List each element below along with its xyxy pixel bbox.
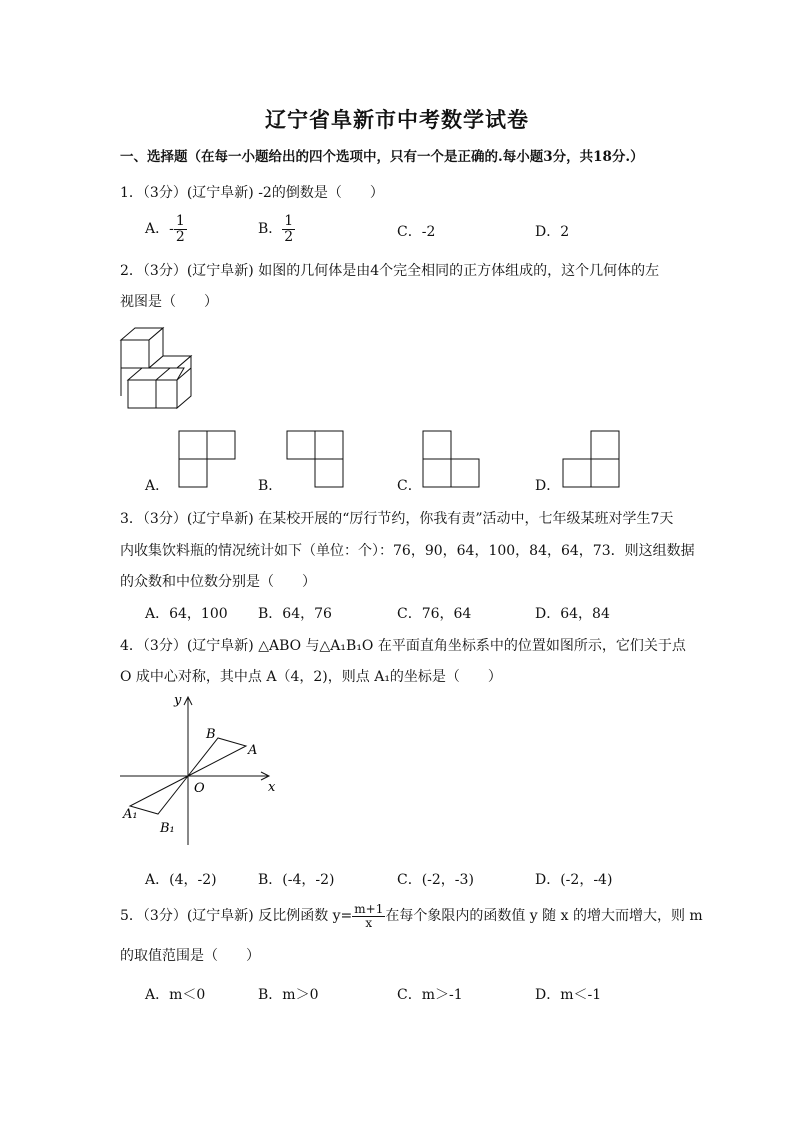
q2-option-c-figure (422, 430, 482, 488)
q5-stem-suffix: 在每个象限内的函数值 y 随 x 的增大而增大，则 m (385, 908, 703, 925)
triangle-abo (188, 738, 246, 776)
q5-option-a: A．m＜0 (145, 987, 206, 1003)
point-a1-label: A₁ (123, 807, 138, 822)
q1-option-b-numerator: 1 (284, 213, 294, 229)
q1-option-a-numerator: 1 (175, 213, 185, 229)
q2-option-b-figure (286, 430, 346, 488)
q5-fraction (352, 903, 385, 929)
q5-option-c: C．m＞-1 (397, 987, 463, 1003)
question-2-line-2: 视图是（ ） (120, 294, 218, 310)
q1-option-a-denominator: 2 (175, 228, 185, 245)
point-a-label: A (248, 743, 258, 758)
section-heading: 一、选择题（在每一小题给出的四个选项中，只有一个是正确的.每小题3分，共18分.） (120, 149, 644, 165)
page-title: 辽宁省阜新市中考数学试卷 (265, 107, 529, 132)
q1-option-a-label: A． (145, 221, 170, 238)
point-b1-label: B₁ (160, 821, 175, 836)
q4-option-d: D．(-2，-4) (535, 872, 613, 888)
question-5-line-2: 的取值范围是（ ） (120, 948, 260, 964)
q1-option-b (258, 214, 295, 244)
question-3-line-3: 的众数和中位数分别是（ ） (120, 574, 316, 590)
question-5-line-1 (120, 903, 703, 929)
coordinate-figure (118, 690, 283, 850)
q5-numerator: m+1 (354, 902, 384, 916)
q1-option-d: D．2 (535, 224, 570, 240)
q1-option-c: C．-2 (397, 224, 436, 240)
q3-option-c: C．76，64 (397, 606, 472, 622)
q3-option-d: D．64，84 (535, 606, 610, 622)
question-1-stem: 1．（3分）(辽宁阜新) -2的倒数是（ ） (120, 185, 384, 201)
q2-option-a: A． (145, 478, 170, 494)
q4-option-b: B．(-4，-2) (258, 872, 335, 888)
q4-option-a: A．(4，-2) (145, 872, 217, 888)
q3-option-b: B．64，76 (258, 606, 332, 622)
q3-option-a: A．64，100 (145, 606, 228, 622)
q5-option-d: D．m＜-1 (535, 987, 602, 1003)
q5-option-b: B．m＞0 (258, 987, 319, 1003)
y-axis-label: y (174, 693, 182, 708)
q1-option-b-fraction (282, 214, 295, 244)
question-3-line-1: 3．（3分）(辽宁阜新) 在某校开展的“厉行节约，你我有责”活动中，七年级某班对学生7天 (120, 511, 674, 527)
q1-option-a-sign: - (169, 221, 174, 238)
question-2-line-1: 2．（3分）(辽宁阜新) 如图的几何体是由4个完全相同的正方体组成的，这个几何体的左 (120, 263, 660, 279)
q4-option-c: C．(-2，-3) (397, 872, 474, 888)
q5-stem-prefix: 5．（3分）(辽宁阜新) 反比例函数 y= (120, 908, 353, 925)
question-3-line-2: 内收集饮料瓶的情况统计如下（单位：个）：76，90，64，100，84，64，73．则这组数据 (120, 543, 695, 559)
q1-option-a (145, 214, 187, 244)
cube-solid-figure (118, 322, 204, 412)
q2-option-c: C． (397, 478, 422, 494)
q1-option-b-denominator: 2 (284, 228, 294, 245)
origin-label: O (194, 781, 205, 796)
q2-option-a-figure (178, 430, 238, 488)
triangle-a1b1o (130, 776, 188, 814)
q1-option-b-label: B． (258, 221, 283, 238)
question-4-line-2: O 成中心对称，其中点 A（4，2)，则点 A₁的坐标是（ ） (120, 669, 502, 685)
q5-denominator: x (365, 915, 373, 930)
question-4-line-1: 4．（3分）(辽宁阜新) △ABO 与△A₁B₁O 在平面直角坐标系中的位置如图所示，它们关于点 (120, 638, 686, 654)
q2-option-d: D． (535, 478, 561, 494)
point-b-label: B (206, 727, 216, 742)
q2-option-b: B． (258, 478, 283, 494)
x-axis-label: x (268, 780, 276, 795)
q1-option-a-fraction (174, 214, 187, 244)
q2-option-d-figure (562, 430, 622, 488)
